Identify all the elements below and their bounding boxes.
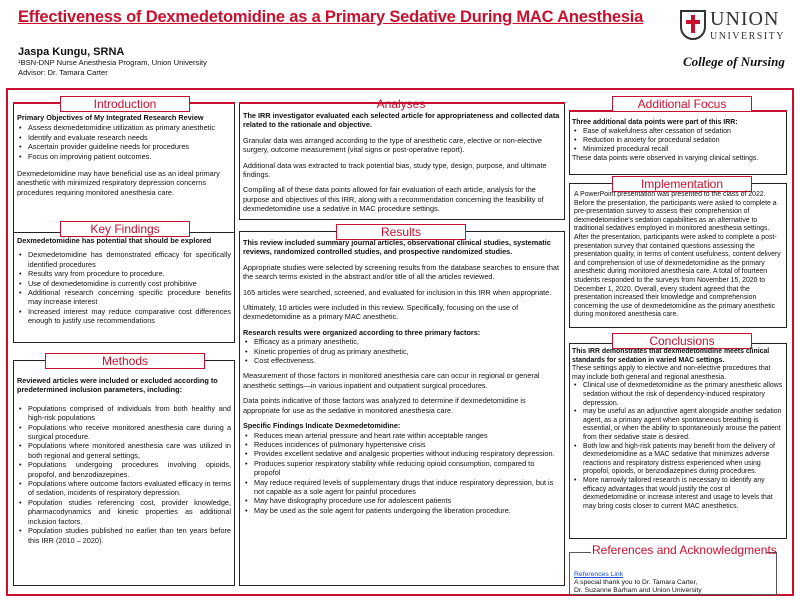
methods-body (17, 376, 231, 545)
list-item: • Reduction in anxiety for procedural sedation (572, 136, 784, 145)
list-item: • Population studies referencing cost, provider knowledge, pharmacodynamics and kinetic properties as additional inclusion factors. (17, 498, 231, 526)
author-block (18, 46, 578, 78)
analyses-body (243, 111, 561, 220)
analyses-lead: The IRR investigator evaluated each selected article for appropriateness and collected data related to the rationale and objective. (243, 111, 560, 130)
additional-focus-heading: Additional Focus (612, 96, 752, 112)
analyses-heading: Analyses (376, 97, 426, 111)
list-item: • Assess dexmedetomidine utilization as primary anesthetic (17, 123, 231, 132)
additional-focus-note: These data points were observed in varying clinical settings. (572, 155, 759, 162)
list-item: • Minimized procedural recall (572, 145, 784, 154)
list-item: • Kinetic properties of drug as primary anesthetic, (243, 347, 561, 356)
list-item: • Provides excellent sedative and analgesic properties without inducing respiratory depression. (243, 449, 561, 458)
list-item: • Produces superior respiratory stability while reducing opioid consumption, compared to propofol (243, 459, 561, 478)
list-item: • Populations comprised of individuals from both healthy and high-risk populations (17, 404, 231, 423)
list-item: • Populations where monitored anesthesia care was utilized in both regional and general settings, (17, 441, 231, 460)
list-item: • Cost effectiveness. (243, 356, 561, 365)
list-item: • Clinical use of dexmedetomidine as the primary anesthetic allows sedation without the risk of dependency-induced respiratory depression. (572, 382, 784, 408)
methods-subhead: Reviewed articles were included or excluded according to predetermined inclusion parameters, including: (17, 376, 218, 395)
results-paragraph: Measurement of those factors in monitored anesthesia care can occur in regional or general anesthetic settings—in various inpatient and outpatient surgical procedures. (243, 371, 540, 390)
list-item: • Efficacy as a primary anesthetic, (243, 337, 561, 346)
conclusions-heading: Conclusions (612, 333, 752, 349)
list-item: • Reduces incidences of pulmonary hypertensive crisis (243, 440, 561, 449)
list-item: • May have diskography procedure use for adolescent patients (243, 496, 561, 505)
conclusions-lead: This IRR demonstrates that dexmedetomidine meets clinical standards for sedation in varied MAC settings. (572, 348, 770, 364)
list-item: • Populations who receive monitored anesthesia care during a surgical procedure. (17, 423, 231, 442)
key-findings-subhead: Dexmedetomidine has potential that should be explored (17, 236, 212, 245)
results-heading: Results (336, 224, 466, 240)
analyses-paragraph: Granular data was arranged according to the type of anesthetic care, elective or non-elective surgery, outcome measurement (vital signs or post-operative report). (243, 135, 542, 155)
list-item: • More narrowly tailored research is necessary to identify any efficacy advantages that would justify the cost of dexmedetomidine or increase interest and usage to levels that may bring costs closer to current MAC anesthetics. (572, 477, 784, 511)
results-factors-heading: Research results were organized according to three primary factors: (243, 327, 481, 337)
list-item: • Both low and high-risk patients may benefit from the delivery of dexmedetomidine as a MAC sedative that minimizes adverse reactions and respiratory distress experienced when using propofol, opioids, or benzodiazepines during procedures. (572, 443, 784, 477)
author-name: Jaspa Kungu, SRNA (18, 46, 125, 58)
list-item: • Population studies published no earlier than ten years before this IRR (2010 – 2020). (17, 526, 231, 545)
results-specific-heading: Specific Findings Indicate Dexmedetomidine: (243, 421, 401, 431)
implementation-heading: Implementation (612, 176, 752, 192)
list-item: • Populations undergoing procedures involving opioids, propofol, and benzodiazepines. (17, 460, 231, 479)
introduction-subhead: Primary Objectives of My Integrated Research Review (17, 113, 204, 122)
conclusions-intro: These settings apply to elective and non-elective procedures that may include both general and regional anesthesia. (572, 365, 771, 381)
key-findings-heading: Key Findings (60, 221, 190, 237)
additional-focus-subhead: Three additional data points were part of this IRR: (572, 119, 738, 126)
methods-heading: Methods (45, 353, 205, 369)
analyses-paragraph: Compiling all of these data points allowed for fair evaluation of each article, analysis for the purpose and objectives of this IRR, along with a recommendation concerning the feasibility of dexmedetomidine use a sedative in MAC procedure settings. (243, 185, 544, 214)
acknowledgment-line-1: A special thank you to Dr. Tamara Carter, (574, 579, 698, 587)
results-body (243, 238, 561, 515)
results-lead: This review included summary journal articles, observational clinical studies, systematic reviews, randomized controlled studies, and prospective randomized studies. (243, 238, 551, 257)
acknowledgment-line-2: Dr. Suzanne Barham and Union University (574, 587, 702, 595)
results-paragraph: Data points indicative of those factors was analyzed to determine if dexmedetomidine is appropriate for use as the sedative in monitored anesthesia care. (243, 396, 526, 415)
additional-focus-body (572, 118, 784, 163)
poster-title: Effectiveness of Dexmedetomidine as a Primary Sedative During MAC Anesthesia (18, 8, 644, 26)
list-item: • Focus on improving patient outcomes. (17, 152, 231, 161)
references-link[interactable]: References Link (574, 571, 624, 578)
results-paragraph: Appropriate studies were selected by screening results from the database searches to ensure that the search terms existed in the abstract and/or title of all the articles reviewed. (243, 262, 559, 282)
college-name: College of Nursing (683, 54, 785, 69)
introduction-heading: Introduction (60, 96, 190, 112)
list-item: • Dexmedetomidine has demonstrated efficacy for specifically identified procedures (17, 250, 231, 269)
union-university-logo (680, 6, 790, 46)
list-item: • Results vary from procedure to procedure. (17, 269, 231, 278)
references-heading: References and Acknowledgments (592, 543, 777, 557)
key-findings-body (17, 236, 231, 326)
list-item: • Reduces mean arterial pressure and heart rate within acceptable ranges (243, 431, 561, 440)
shield-cross-icon (680, 10, 706, 40)
conclusions-body (572, 348, 784, 511)
author-program: ¹BSN-DNP Nurse Anesthesia Program, Union University (18, 58, 207, 67)
logo-line-1: UNION (710, 8, 780, 30)
author-advisor: Advisor: Dr. Tamara Carter (18, 68, 108, 77)
list-item: • Populations where outcome factors evaluated efficacy in terms of sedation, incidents of respiratory depression. (17, 479, 231, 498)
logo-line-2: UNIVERSITY (710, 31, 785, 42)
analyses-paragraph: Additional data was extracted to track potential bias, study type, design, purpose, and ultimate findings. (243, 160, 547, 180)
implementation-body: A PowerPoint presentation was presented to the class of 2022. Before the presentation, the participants were asked to complete a pre-presentation survey to assess their comprehension of dexmedetomidine's sedation capabilities as an alternative to traditional sedatives employed in monitored anesthesia settings. After the presentation, participants were asked to complete a post-presentation survey that contained questions assessing the presentation quality, in terms of content usefulness, content delivery and comprehension of use of dexmedetomidine as the primary anesthetic during monitored anesthesia care. A total of fourteen students responded to the surveys from November 15, 2020 to December 1, 2020. Overall, every student agreed that the presentation increased their knowledge and comprehension concerning the use of dexmedetomidine as the primary anesthetic during monitored anesthesia care. (574, 191, 781, 319)
list-item: • May reduce required levels of supplementary drugs that induce respiratory depression, but is not capable as a sole agent for painful procedures (243, 478, 561, 497)
list-item: • Increased interest may reduce comparative cost differences enough to justify use recommendations (17, 307, 231, 326)
list-item: • Use of dexmedetomidine is currently cost prohibitive (17, 279, 231, 288)
results-paragraph: Ultimately, 10 articles were included in this review. Specifically, focusing on the use of dexmedetomidine as a primary MAC anesthetic. (243, 303, 519, 322)
results-paragraph: 165 articles were searched, screened, and evaluated for inclusion in this IRR when appropriate. (243, 287, 552, 297)
introduction-paragraph: Dexmedetomidine may have beneficial use as an ideal primary anesthetic with minimized respiratory depression concerns procedures requiring monitored anesthesia care. (17, 169, 220, 197)
list-item: • may be useful as an adjunctive agent alongside another sedation agent, as a primary agent when spontaneous breathing is essential, or when the ability to spontaneously arouse the patient from their sedative state is desired. (572, 408, 784, 442)
list-item: • Ascertain provider guideline needs for procedures (17, 142, 231, 151)
list-item: • Ease of wakefulness after cessation of sedation (572, 127, 784, 136)
list-item: • Additional research concerning specific procedure benefits may increase interest (17, 288, 231, 307)
list-item: • May be used as the sole agent for patients undergoing the liberation procedure. (243, 506, 561, 515)
references-body (574, 571, 774, 596)
list-item: • Identify and evaluate research needs (17, 133, 231, 142)
introduction-body (17, 113, 231, 197)
